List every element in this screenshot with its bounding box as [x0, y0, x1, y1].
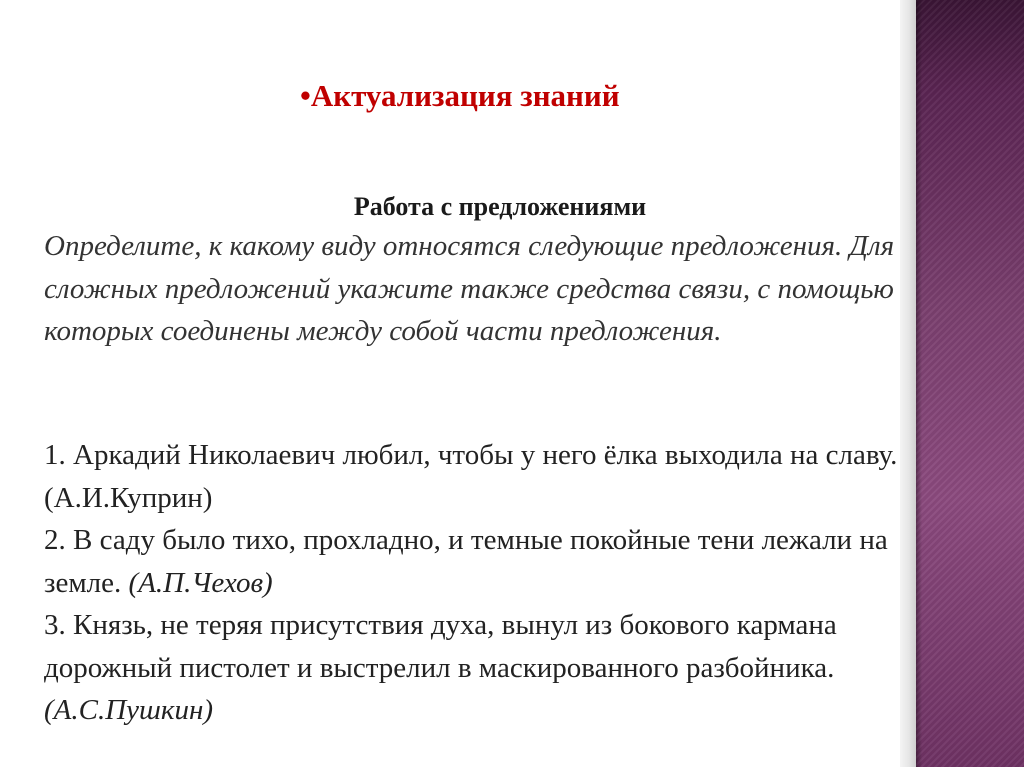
sentence-author: (А.П.Чехов)	[128, 566, 273, 599]
sentence-text: 2. В саду было тихо, прохладно, и темные покойные тени лежали на земле.	[44, 524, 888, 599]
sentence-text: 1. Аркадий Николаевич любил, чтобы у него ёлка выходила на славу.	[44, 439, 898, 471]
slide-subtitle: Работа с предложениями	[353, 192, 647, 221]
sentence-item-3	[44, 604, 904, 732]
right-decorative-band	[916, 0, 1024, 767]
sentence-item-2	[44, 519, 904, 604]
sentence-list	[44, 434, 904, 732]
right-band-edge	[916, 0, 922, 767]
slide-title: •Актуализация знаний	[300, 78, 620, 113]
sentence-author: (А.С.Пушкин)	[44, 694, 214, 726]
sentence-author: (А.И.Куприн)	[44, 481, 213, 514]
sentence-text: 3. Князь, не теряя присутствия духа, вынул из бокового кармана дорожный пистолет и выстрелил в маскированного разбойника.	[44, 609, 837, 684]
sentence-item-1	[44, 434, 904, 519]
instruction-text: Определите, к какому виду относятся следующие предложения. Для сложных предложений укажите также средства связи, с помощью которых соединены между собой части предложения.	[44, 230, 895, 347]
